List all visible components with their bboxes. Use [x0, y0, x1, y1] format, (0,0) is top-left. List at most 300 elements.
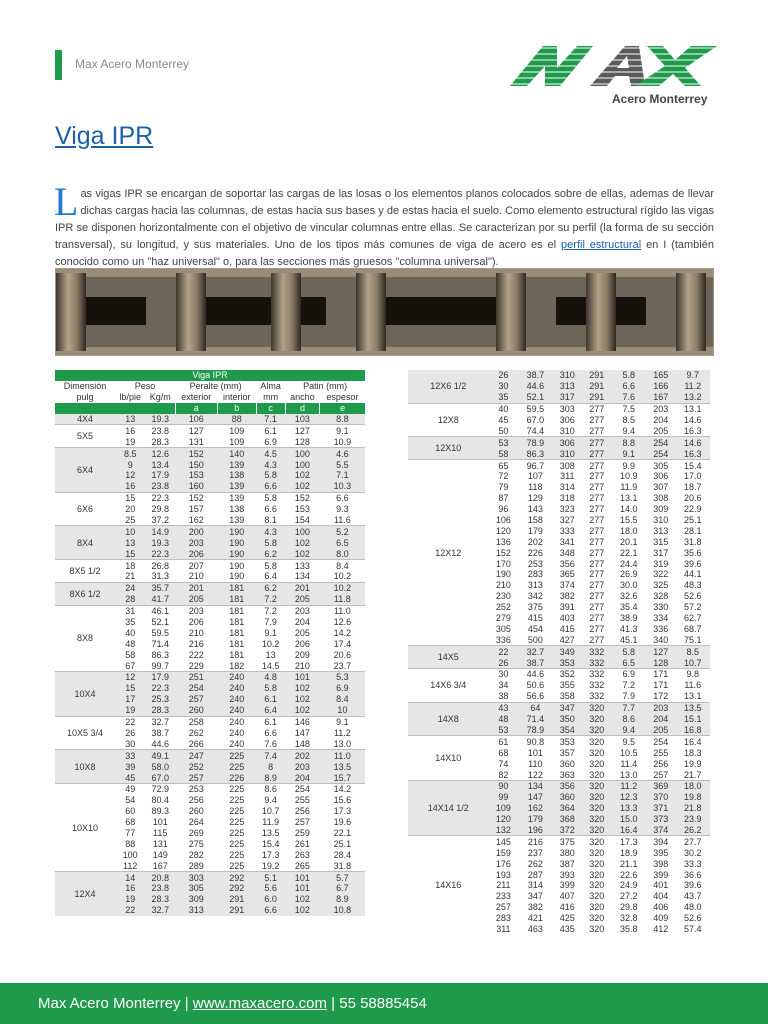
table-cell: 102 — [285, 894, 320, 905]
table-cell: 16 — [115, 883, 145, 894]
table-cell: 8.1 — [264, 515, 277, 526]
table-cell: 181 — [217, 605, 256, 616]
table-cell: 320 — [589, 747, 605, 758]
table-cell: 59.5 — [518, 403, 552, 414]
table-cell: 394 — [646, 836, 676, 847]
table-cell: 45.1 — [620, 634, 638, 645]
table-cell: 96.7 — [518, 460, 552, 471]
table-cell: 308 — [553, 460, 583, 471]
table-cell: 454 — [527, 623, 543, 634]
table-cell: 10.3 — [320, 481, 365, 492]
dimension-cell: 10X8 — [55, 750, 115, 784]
table-cell: 13 — [115, 414, 145, 425]
table-cell: 196 — [518, 825, 552, 836]
table-cell: 253 — [527, 558, 543, 569]
table-cell: 203 — [646, 403, 676, 414]
table-row — [55, 448, 365, 459]
dimension-cell: 6X4 — [55, 448, 115, 493]
table-cell: 30 — [125, 738, 136, 749]
dimension-cell: 8X6 1/2 — [55, 582, 115, 605]
table-cell: 332 — [582, 657, 612, 668]
table-cell: 38 — [498, 691, 509, 702]
table-cell: 225 — [229, 849, 245, 860]
logo-mark-icon — [505, 46, 730, 86]
table-cell: 292 — [217, 883, 256, 894]
col-peso: Peso — [115, 381, 175, 392]
table-cell: 12.3 — [612, 792, 646, 803]
table-cell: 230 — [495, 591, 511, 602]
table-cell: 9.1 — [320, 425, 365, 436]
table-cell: 277 — [589, 425, 605, 436]
table-cell: 399 — [653, 869, 669, 880]
table-cell: 8.6 — [256, 783, 285, 794]
intro-text-b: en I (también conocido como un "haz universal" o, para las secciones más gruesos "columna universal"). — [55, 239, 714, 268]
table-cell: 306 — [553, 437, 583, 448]
table-cell: 283 — [495, 913, 511, 924]
table-cell: 181 — [229, 627, 245, 638]
table-cell: 4.6 — [320, 448, 365, 459]
table-cell: 291 — [582, 370, 612, 381]
table-cell: 16.8 — [676, 725, 710, 736]
table-cell: 13.5 — [261, 827, 280, 838]
table-cell: 320 — [589, 758, 605, 769]
table-cell: 287 — [527, 869, 543, 880]
table-cell: 9.1 — [612, 448, 646, 459]
table-cell: 19 — [115, 705, 145, 716]
table-cell: 181 — [229, 649, 245, 660]
table-cell: 23.8 — [145, 883, 175, 894]
table-cell: 277 — [589, 471, 605, 482]
table-cell: 18.7 — [683, 482, 702, 493]
col-letter-d: d — [285, 403, 320, 414]
page-title: Viga IPR — [55, 122, 154, 150]
table-cell: 182 — [229, 660, 245, 671]
table-cell: 20 — [125, 504, 136, 515]
table-cell: 190 — [217, 548, 256, 559]
table-cell: 320 — [589, 880, 605, 891]
table-cell: 157 — [188, 504, 204, 515]
table-cell: 240 — [217, 705, 256, 716]
table-cell: 11.4 — [620, 758, 638, 769]
table-cell: 342 — [527, 591, 543, 602]
table-cell: 12 — [115, 672, 145, 683]
table-cell: 78.9 — [518, 725, 552, 736]
dimension-cell: 8X5 1/2 — [55, 560, 115, 583]
table-cell: 336 — [653, 623, 669, 634]
table-cell: 68 — [125, 817, 136, 828]
table-cell: 319 — [653, 558, 669, 569]
table-cell: 277 — [589, 536, 605, 547]
table-cell: 7.6 — [612, 392, 646, 403]
dimension-cell: 12X10 — [408, 437, 489, 460]
table-cell: 15.0 — [612, 814, 646, 825]
table-cell: 305 — [646, 460, 676, 471]
table-cell: 352 — [553, 669, 583, 680]
table-cell: 257 — [653, 769, 669, 780]
table-row — [408, 403, 710, 414]
table-cell: 205 — [653, 425, 669, 436]
intro-paragraph — [54, 179, 714, 271]
table-cell: 45 — [498, 415, 509, 425]
dimension-cell: 14X10 — [408, 736, 489, 781]
table-cell: 257 — [175, 694, 217, 705]
table-cell: 10 — [115, 526, 145, 537]
table-cell: 4.3 — [256, 526, 285, 537]
table-cell: 263 — [294, 849, 310, 860]
table-cell: 32.6 — [620, 591, 638, 602]
table-cell: 4.3 — [256, 459, 285, 470]
table-cell: 266 — [188, 738, 204, 749]
table-cell: 179 — [527, 525, 543, 536]
table-cell: 262 — [527, 858, 543, 869]
table-cell: 28.4 — [333, 849, 352, 860]
table-cell: 204 — [294, 617, 310, 628]
table-row — [55, 872, 365, 883]
table-cell: 291 — [217, 905, 256, 916]
table-cell: 427 — [559, 634, 575, 645]
table-cell: 25.1 — [683, 515, 702, 526]
table-cell: 154 — [294, 515, 310, 526]
table-cell: 291 — [217, 894, 256, 905]
table-cell: 356 — [553, 780, 583, 791]
table-cell: 210 — [495, 580, 511, 591]
table-cell: 416 — [559, 902, 575, 913]
table-cell: 18.3 — [683, 747, 702, 758]
table-cell: 306 — [653, 471, 669, 482]
table-cell: 44.6 — [151, 738, 169, 749]
table-cell: 128 — [294, 436, 310, 447]
table-cell: 13.4 — [145, 459, 175, 470]
table-cell: 32.7 — [145, 716, 175, 727]
table-cell: 38.7 — [151, 727, 169, 738]
table-cell: 320 — [589, 769, 605, 780]
table-cell: 49.1 — [145, 750, 175, 761]
table-cell: 260 — [188, 806, 204, 817]
table-row — [408, 370, 710, 381]
table-cell: 11.8 — [320, 594, 365, 605]
table-cell: 120 — [495, 525, 511, 536]
table-cell: 347 — [527, 891, 543, 902]
table-cell: 110 — [528, 758, 543, 769]
table-cell: 14.2 — [320, 783, 365, 794]
table-cell: 303 — [175, 872, 217, 883]
table-cell: 158 — [527, 515, 543, 526]
table-cell: 146 — [285, 716, 320, 727]
table-cell: 6.9 — [320, 683, 365, 694]
table-cell: 229 — [188, 660, 204, 671]
table-cell: 314 — [527, 880, 543, 891]
table-cell: 254 — [646, 448, 676, 459]
table-cell: 167 — [152, 860, 168, 871]
table-cell: 28.3 — [145, 894, 175, 905]
table-cell: 32.7 — [518, 646, 552, 657]
table-cell: 140 — [217, 448, 256, 459]
table-cell: 307 — [653, 482, 669, 493]
table-cell: 170 — [495, 558, 511, 569]
table-cell: 39 — [115, 761, 145, 772]
table-cell: 10.7 — [261, 806, 280, 817]
table-cell: 127 — [285, 425, 320, 436]
table-cell: 391 — [559, 602, 575, 613]
table-cell: 320 — [582, 714, 612, 725]
table-cell: 9.5 — [612, 736, 646, 747]
table-cell: 50 — [498, 425, 509, 436]
table-cell: 209 — [294, 649, 310, 660]
table-cell: 171 — [653, 680, 669, 691]
spec-table-left — [55, 370, 365, 916]
table-cell: 372 — [553, 825, 583, 836]
table-cell: 6.6 — [256, 905, 285, 916]
dimension-cell: 14X6 3/4 — [408, 669, 489, 703]
footer-company: Max Acero Monterrey — [38, 995, 181, 1012]
dimension-cell: 12X4 — [55, 872, 115, 916]
table-cell: 35 — [125, 617, 136, 628]
table-cell: 309 — [175, 894, 217, 905]
table-cell: 18 — [115, 560, 145, 571]
table-cell: 22.3 — [145, 492, 175, 503]
table-cell: 9.1 — [320, 716, 365, 727]
table-cell: 13.3 — [612, 803, 646, 814]
table-cell: 48 — [125, 638, 136, 649]
table-cell: 320 — [589, 847, 605, 858]
table-cell: 320 — [582, 725, 612, 736]
table-cell: 28.3 — [145, 705, 175, 716]
table-cell: 211 — [496, 880, 511, 891]
table-cell: 277 — [582, 448, 612, 459]
table-cell: 18.9 — [620, 847, 638, 858]
table-cell: 127 — [646, 646, 676, 657]
table-cell: 406 — [653, 902, 669, 913]
table-cell: 260 — [175, 705, 217, 716]
table-cell: 100 — [285, 459, 320, 470]
table-cell: 320 — [582, 803, 612, 814]
table-cell: 22.9 — [683, 504, 702, 515]
table-cell: 240 — [217, 694, 256, 705]
table-cell: 225 — [229, 795, 245, 806]
table-cell: 305 — [495, 623, 511, 634]
table-cell: 291 — [582, 381, 612, 392]
table-cell: 373 — [646, 814, 676, 825]
table-cell: 106 — [175, 414, 217, 425]
table-cell: 102 — [285, 537, 320, 548]
table-cell: 415 — [527, 613, 543, 624]
table-cell: 67.0 — [145, 772, 175, 783]
table-cell: 364 — [553, 803, 583, 814]
table-cell: 52.6 — [683, 591, 702, 602]
intro-text-a: as vigas IPR se encargan de soportar las cargas de las losas o los elementos planos colocados sobre de ellas, ademas de llevar dichas cargas hacia las columnas, de estas hacia sus bases y de estas hacia el suelo. Como elemento estructural rígido las vigas IPR se disponen horizontalmente con el objetivo de vincular columnas entre ellas. Se caracterizan por su perfil (la forma de su sección transversal), su longitud, y sus materiales. Uno de los tipos más comunes de viga de acero es el — [55, 188, 714, 251]
col-pulg: pulg — [55, 392, 115, 403]
table-cell: 190 — [217, 526, 256, 537]
table-cell: 31.8 — [683, 536, 702, 547]
table-cell: 254 — [646, 437, 676, 448]
table-cell: 20.6 — [333, 649, 352, 660]
table-cell: 26 — [489, 370, 519, 381]
table-cell: 7.9 — [264, 617, 277, 628]
table-cell: 22.3 — [145, 683, 175, 694]
table-cell: 222 — [188, 649, 204, 660]
perfil-estructural-link[interactable]: perfil estructural — [561, 239, 642, 251]
col-mm: mm — [256, 392, 285, 403]
table-cell: 35.6 — [683, 547, 702, 558]
table-cell: 102 — [285, 470, 320, 481]
table-cell: 48.3 — [683, 580, 702, 591]
table-cell: 9.7 — [676, 370, 710, 381]
table-cell: 31.3 — [151, 571, 169, 582]
table-cell: 323 — [559, 504, 575, 515]
table-cell: 16.4 — [676, 736, 710, 747]
table-cell: 10.5 — [620, 747, 638, 758]
table-row — [408, 460, 710, 471]
intro-dropcap: L — [54, 179, 79, 224]
header-company-name: Max Acero Monterrey — [75, 57, 190, 71]
table-cell: 181 — [217, 594, 256, 605]
table-cell: 355 — [559, 680, 575, 691]
table-cell: 65 — [489, 460, 519, 471]
table-cell: 360 — [553, 792, 583, 803]
table-cell: 311 — [560, 471, 575, 482]
table-cell: 257 — [175, 772, 217, 783]
table-cell: 10.8 — [320, 905, 365, 916]
table-cell: 96 — [498, 504, 509, 515]
table-cell: 5.8 — [256, 560, 285, 571]
table-cell: 251 — [175, 672, 217, 683]
table-cell: 190 — [217, 560, 256, 571]
table-cell: 30 — [489, 381, 519, 392]
table-cell: 207 — [175, 560, 217, 571]
table-cell: 171 — [646, 669, 676, 680]
table-cell: 5.7 — [320, 872, 365, 883]
table-cell: 225 — [229, 806, 245, 817]
dimension-cell: 10X5 3/4 — [55, 716, 115, 750]
table-cell: 370 — [646, 792, 676, 803]
table-cell: 22.3 — [145, 548, 175, 559]
table-cell: 240 — [229, 727, 245, 738]
table-cell: 77 — [125, 827, 136, 838]
table-cell: 311 — [496, 923, 511, 934]
table-cell: 31.8 — [333, 860, 352, 871]
table-cell: 82 — [498, 769, 509, 780]
spec-table-left-body — [55, 414, 365, 916]
table-cell: 277 — [589, 493, 605, 504]
table-cell: 71.4 — [518, 714, 552, 725]
table-cell: 6.6 — [320, 492, 365, 503]
table-cell: 205 — [285, 594, 320, 605]
table-cell: 138 — [217, 470, 256, 481]
table-cell: 292 — [217, 872, 256, 883]
table-cell: 226 — [217, 772, 256, 783]
table-cell: 225 — [229, 817, 245, 828]
table-cell: 18.0 — [676, 780, 710, 791]
table-cell: 350 — [553, 714, 583, 725]
table-cell: 166 — [646, 381, 676, 392]
table-cell: 265 — [294, 860, 310, 871]
table-cell: 16.3 — [683, 425, 702, 436]
table-cell: 67.0 — [526, 415, 545, 425]
table-row — [55, 526, 365, 537]
table-row — [55, 672, 365, 683]
table-cell: 34 — [498, 680, 509, 691]
footer-text — [38, 995, 427, 1012]
table-cell: 29.8 — [620, 902, 638, 913]
table-cell: 12.6 — [333, 617, 352, 628]
table-cell: 139 — [229, 515, 245, 526]
table-cell: 35.4 — [620, 602, 638, 613]
col-letter-b: b — [217, 403, 256, 414]
table-cell: 5.8 — [612, 370, 646, 381]
table-cell: 320 — [589, 923, 605, 934]
table-cell: 7.1 — [320, 470, 365, 481]
table-cell: 102 — [285, 548, 320, 559]
table-cell: 120 — [489, 814, 519, 825]
table-cell: 9.9 — [612, 460, 646, 471]
table-cell: 206 — [294, 638, 310, 649]
table-cell: 6.6 — [612, 381, 646, 392]
table-cell: 320 — [589, 902, 605, 913]
footer-website-link[interactable]: www.maxacero.com — [192, 995, 327, 1012]
table-cell: 8.4 — [320, 694, 365, 705]
table-cell: 9 — [115, 459, 145, 470]
table-cell: 22 — [489, 646, 519, 657]
table-cell: 8.6 — [612, 714, 646, 725]
table-cell: 44.1 — [683, 569, 702, 580]
table-cell: 19.3 — [145, 414, 175, 425]
table-cell: 322 — [653, 569, 669, 580]
table-cell: 153 — [175, 470, 217, 481]
table-cell: 16.3 — [676, 448, 710, 459]
table-cell: 259 — [294, 827, 310, 838]
table-cell: 10 — [320, 705, 365, 716]
table-cell: 103 — [285, 414, 320, 425]
table-cell: 256 — [188, 795, 204, 806]
table-row — [55, 783, 365, 794]
table-cell: 58 — [489, 448, 519, 459]
table-cell: 8.8 — [320, 414, 365, 425]
table-cell: 13.1 — [620, 493, 638, 504]
table-cell: 190 — [217, 537, 256, 548]
table-cell: 277 — [589, 504, 605, 515]
table-cell: 88 — [217, 414, 256, 425]
table-cell: 60 — [125, 806, 136, 817]
table-cell: 19.3 — [145, 537, 175, 548]
table-cell: 318 — [559, 493, 575, 504]
table-row — [408, 437, 710, 448]
table-cell: 28 — [115, 594, 145, 605]
table-cell: 80.4 — [151, 795, 169, 806]
table-cell: 13 — [265, 649, 276, 660]
table-row — [408, 702, 710, 713]
table-cell: 11.2 — [676, 381, 710, 392]
col-ancho: ancho — [285, 392, 320, 403]
table-cell: 313 — [175, 905, 217, 916]
table-cell: 19 — [115, 894, 145, 905]
table-cell: 58 — [125, 649, 136, 660]
table-cell: 407 — [559, 891, 575, 902]
table-cell: 6.7 — [320, 883, 365, 894]
table-cell: 31 — [115, 605, 145, 616]
table-cell: 14.5 — [261, 660, 280, 671]
table-cell: 353 — [553, 736, 583, 747]
table-cell: 48.0 — [683, 902, 702, 913]
table-cell: 8.9 — [320, 894, 365, 905]
table-cell: 109 — [489, 803, 519, 814]
table-cell: 23.9 — [676, 814, 710, 825]
table-cell: 369 — [646, 780, 676, 791]
table-cell: 5.5 — [320, 459, 365, 470]
table-cell: 7.5 — [612, 403, 646, 414]
table-row — [408, 646, 710, 657]
table-cell: 22.6 — [620, 869, 638, 880]
table-cell: 19.8 — [676, 792, 710, 803]
